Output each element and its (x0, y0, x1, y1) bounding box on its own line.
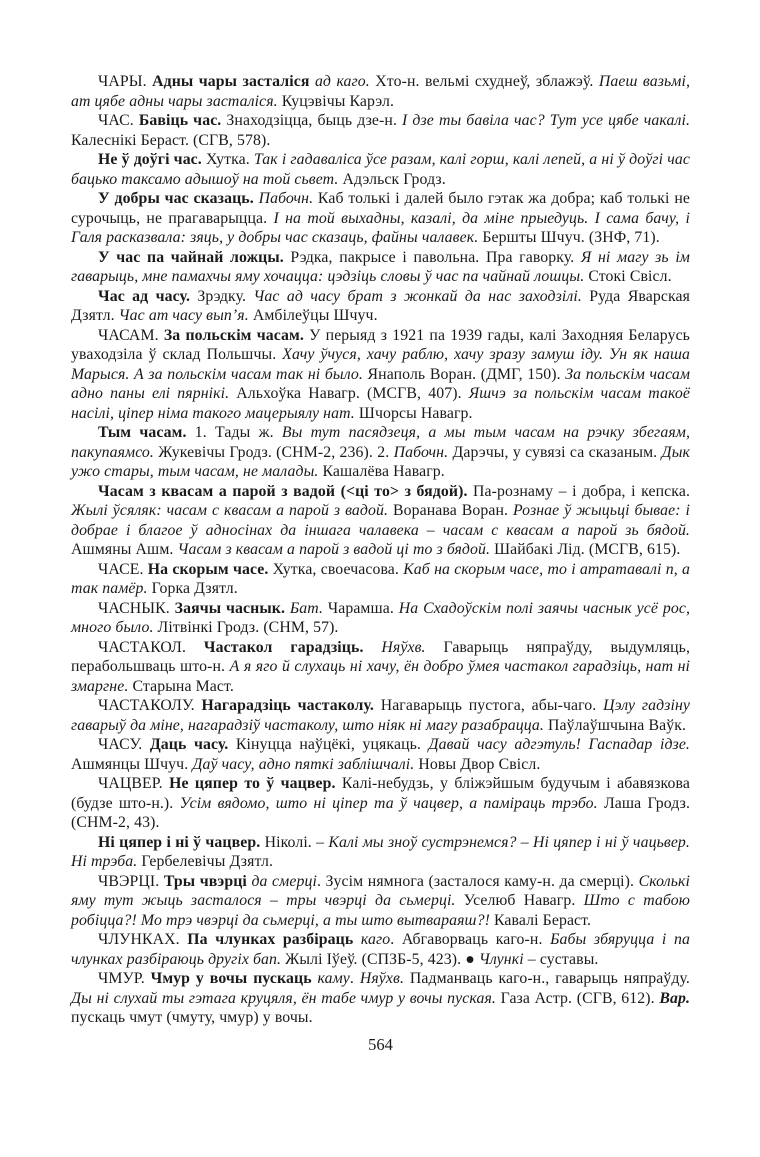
text-run: Бершты Шчуч. (ЗНФ, 71). (478, 229, 660, 246)
text-run: Падманваць каго-н., гаварыць няпраўду. (404, 970, 690, 987)
dictionary-entry (71, 189, 690, 248)
text-run: ад каго. (314, 73, 370, 90)
text-run: . (349, 970, 360, 987)
text-run: Так і гадаваліса ўсе разам, калі горш, калі лепей, а ні ў доўгі час бацько таксамо адышоў на той сьвет. (71, 151, 690, 188)
text-run: Часам з квасам а парой з вадой (<ці то> з бядой). (98, 482, 474, 500)
text-run: Гербелевічы Дзятл. (137, 853, 274, 870)
dictionary-entry (71, 287, 690, 326)
dictionary-entry (71, 111, 690, 150)
text-run: Што с табою робіцца?! Мо трэ чвэрці да сьмерці, а ты што вытвараяш?! (71, 892, 690, 929)
text-run: Хутка. (205, 151, 254, 168)
dictionary-entry (71, 833, 690, 872)
text-run: ЧМУР. (98, 970, 151, 987)
text-run: Каб на скорым часе, то і атратавалі п, а так памёр. (71, 560, 690, 597)
text-run: каго (360, 931, 391, 948)
text-run: Жылі Іўеў. (СПЗБ-5, 423). ● (281, 950, 479, 968)
dictionary-entry (71, 696, 690, 735)
text-run: Пабочн. (258, 190, 318, 207)
text-run: – суставы. (523, 950, 599, 968)
text-run: У добры час сказаць. (98, 190, 259, 207)
dictionary-entry (71, 969, 690, 1028)
text-run: Нагарадзіць частаколу. (201, 697, 381, 714)
dictionary-entry (71, 423, 690, 482)
dictionary-entry (71, 599, 690, 638)
dictionary-entry (71, 930, 690, 969)
text-run: ЧАСЕ. (98, 560, 148, 578)
text-run: Ніколі. (264, 833, 317, 851)
page-number: 564 (368, 1034, 393, 1054)
text-run: каму (317, 970, 350, 987)
text-run: Горка Дзятл. (147, 580, 238, 597)
text-run: Цэлу гадзіну гаварыў да міне, нагарадзіў частаколу, што ніяк ні магу разабрацца. (71, 697, 691, 734)
text-run: Паўлаўшчына Ваўк. (543, 716, 687, 734)
text-run: Час ад часу. (98, 287, 198, 305)
text-run: На скорым часе. (147, 560, 273, 578)
text-run: Бабы збяруцца і па члунках разбіраюць другіх бап. (71, 931, 690, 968)
dictionary-entry (71, 638, 690, 697)
text-run: Новы Двор Свісл. (414, 755, 541, 773)
text-run: ЧАСТАКОЛУ. (98, 697, 202, 714)
text-run: ЧАЦВЕР. (98, 775, 170, 792)
text-run: Калі-небудзь, у бліжэйшым будучым і абавязкова (будзе што-н.). (71, 775, 690, 812)
text-run: І дзе ты бавіла час? Тут усе цябе чакалі. (402, 112, 691, 129)
text-run: Час ад часу брат з жонкай да нас заходзілі. (253, 287, 582, 305)
text-run: . Абгаворваць каго-н. (390, 931, 551, 948)
text-run: Часам з квасам а парой з вадой ці то з бядой. (177, 541, 491, 558)
text-run: Хто-н. вельмі схуднеў, зблажэў. (369, 73, 599, 90)
text-run: Бавіць час. (138, 112, 227, 129)
text-run: Дарэчы, у сувязі са сказаным. (452, 443, 662, 461)
dictionary-entry (71, 560, 690, 599)
dictionary-entry (71, 248, 690, 287)
text-run: Ашмянцы Шчуч. (71, 755, 193, 773)
text-run: Паеш вазьмі, ат цябе адны чары засталіся. (71, 73, 691, 110)
text-run: пускаць чмут (чмуту, чмур) у вочы. (71, 1009, 313, 1026)
text-run: Кавалі Бераст. (489, 911, 592, 929)
text-run: Няўхв. (381, 638, 444, 656)
text-run: Даць часу. (149, 736, 236, 753)
text-run: Дык ужо стары, тым часам, не малады. (71, 443, 690, 480)
text-run: Сколькі яму тут жыць засталося – тры чвэрці да сьмерці. (71, 872, 691, 909)
text-run: Члункі (478, 950, 524, 968)
text-run: Па члунках разбіраць (187, 931, 361, 948)
text-run: Давай часу адгэтуль! Гаспадар ідзе. (428, 736, 690, 753)
text-run: Старына Маст. (128, 677, 234, 695)
text-run: Яшчэ за польскім часам такоё насілі, ціпер німа такого мацерыялу нат. (71, 385, 690, 422)
text-run: – Калі мы зноў сустрэнемся? – Ні цяпер і ні ў чацьвер. Ні трэба. (71, 833, 690, 870)
text-run: За польскім часам. (163, 326, 310, 344)
text-run: Па-рознаму – і добра, і кепска. (473, 482, 690, 500)
text-run: Я ні магу зь ім гаварыць, мне памахчы яму хочацца: цэдзіць словы ў час па чайнай лошцы. (71, 248, 690, 285)
text-run: На Схадоўскім полі заячы часнык усё рос, много было. (71, 599, 690, 636)
text-run: ЧАСАМ. (98, 326, 164, 344)
text-run: ЧАСУ. (98, 736, 150, 753)
text-run: Шчорсы Навагр. (354, 404, 473, 422)
text-run: Чмур у вочы пускаць (150, 970, 318, 987)
text-run: Адэльск Гродз. (338, 170, 446, 188)
text-run: Пабочн. (393, 443, 453, 461)
text-run: Тым часам. (98, 424, 195, 441)
text-run: ЧЛУНКАХ. (98, 931, 188, 948)
text-run: Жылі ўсяляк: часам с квасам а парой з вадой. (71, 502, 389, 519)
text-run: Даў часу, адно пяткі заблішчалі. (192, 755, 415, 773)
text-run: Нагаварыць пустога, абы-чаго. (380, 697, 604, 714)
text-run: Заячы часнык. (174, 599, 290, 617)
dictionary-entry (71, 150, 690, 189)
text-run: ЧАРЫ. (98, 73, 153, 90)
text-run: Адны чары засталіся (152, 73, 315, 90)
text-run: Хачу ўчуся, хачу раблю, хачу зразу замуш іду. Ун як наша Марыся. А за польскім часам так ні было. (71, 346, 690, 383)
text-run: Лаша Гродз. (СНМ-2, 43). (71, 794, 690, 831)
text-run: Вар. (659, 989, 690, 1007)
text-run: ЧАСНЫК. (98, 599, 175, 617)
text-run: Не цяпер то ў чацвер. (169, 775, 342, 792)
dictionary-entry (71, 326, 690, 424)
text-run: Вы тут пасядзеця, а мы тым часам на рэчку збегаям, пакупаямсо. (71, 424, 690, 461)
text-run: Газа Астр. (СГВ, 612). (495, 989, 660, 1007)
dictionary-entry (71, 482, 690, 560)
text-run: Рознае ў жыцьці бывае: і добрае і благое ў адносінах да іншага чалавека – часам с квасам а парой зь бядой. (71, 502, 691, 539)
text-run: Калеснікі Бераст. (СГВ, 578). (71, 131, 271, 149)
text-run: Жукевічы Гродз. (СНМ-2, 236). 2. (154, 443, 394, 461)
text-run: Тры чвэрці (163, 872, 252, 890)
text-run: Бат. (289, 599, 328, 617)
dictionary-entry (71, 735, 690, 774)
text-run: Зрэдку. (197, 287, 254, 305)
text-run: да смерці (251, 872, 317, 890)
text-run: І на той выхадны, казалі, да міне прыедуць. І сама бачу, і Галя расказвала: зяць, у добры час сказаць, файны чалавек. (71, 209, 691, 246)
text-run: Не ў доўгі час. (98, 151, 206, 168)
document-page (71, 72, 690, 1055)
text-run: ЧАС. (98, 112, 139, 129)
text-run: Кашалёва Навагр. (318, 463, 445, 480)
text-run: Ды ні слухай ты гэтага круцяля, ён табе чмур у вочы пуская. (71, 989, 496, 1007)
text-block (71, 72, 690, 1028)
text-run: Літвінкі Гродз. (СНМ, 57). (153, 619, 339, 636)
text-run: Ашмяны Ашм. (71, 541, 178, 558)
text-run: Воранава Воран. (388, 502, 513, 519)
text-run: ЧАСТАКОЛ. (98, 638, 204, 656)
text-run: Руда Яварская Дзятл. (71, 287, 690, 324)
text-run: У перыяд з 1921 па 1939 гады, калі Заходняя Беларусь уваходзіла ў склад Польшчы. (71, 326, 690, 363)
text-run: Няўхв. (359, 970, 405, 987)
text-run: Стокі Свісл. (584, 268, 672, 285)
text-run: Альхоўка Навагр. (МСГВ, 407). (229, 385, 469, 402)
text-run: Ні цяпер і ні ў чацвер. (98, 833, 265, 851)
text-run: У час па чайнай ложцы. (98, 248, 291, 266)
text-run: Янаполь Воран. (ДМГ, 150). (362, 365, 566, 383)
text-run: Уселюб Навагр. (455, 892, 584, 909)
text-run: А я яго й слухаць ні хачу, ён добро ўмея частакол гарадзіць, нат ні змаргне. (71, 658, 690, 695)
text-run: За польскім часам адно паны елі пярнікі. (71, 365, 690, 402)
text-run: ЧВЭРЦІ. (98, 872, 164, 890)
text-run: Рэдка, пакрысе і павольна. Пра гаворку. (290, 248, 581, 266)
text-run: . Зусім нямнога (засталося каму-н. да смерці). (316, 872, 639, 890)
dictionary-entry (71, 774, 690, 833)
text-run: Час ат часу вып’я. (118, 307, 249, 324)
text-run: Кінуцца наўцёкі, уцякаць. (235, 736, 429, 753)
text-run: 1. Тады ж. (194, 424, 282, 441)
dictionary-entry (71, 72, 690, 111)
text-run: Частакол гарадзіць. (203, 638, 382, 656)
text-run: Гаварыць няпраўду, выдумляць, перабольшваць што-н. (71, 638, 690, 675)
dictionary-entry (71, 872, 690, 931)
text-run: Каб толькі і далей было гэтак жа добра; каб толькі не сурочыць, не прагаварыцца. (71, 190, 690, 227)
text-run: Хутка, своечасова. (272, 560, 404, 578)
text-run: Знаходзіцца, быць дзе-н. (226, 112, 403, 129)
text-run: Чарамша. (327, 599, 399, 617)
text-run: Амбілеўцы Шчуч. (248, 307, 378, 324)
text-run: Куцэвічы Карэл. (277, 92, 395, 110)
text-run: Шайбакі Лід. (МСГВ, 615). (490, 541, 681, 558)
text-run: Усім вядомо, што ні ціпер та ў чацвер, а паміраць трэбо. (179, 794, 598, 812)
